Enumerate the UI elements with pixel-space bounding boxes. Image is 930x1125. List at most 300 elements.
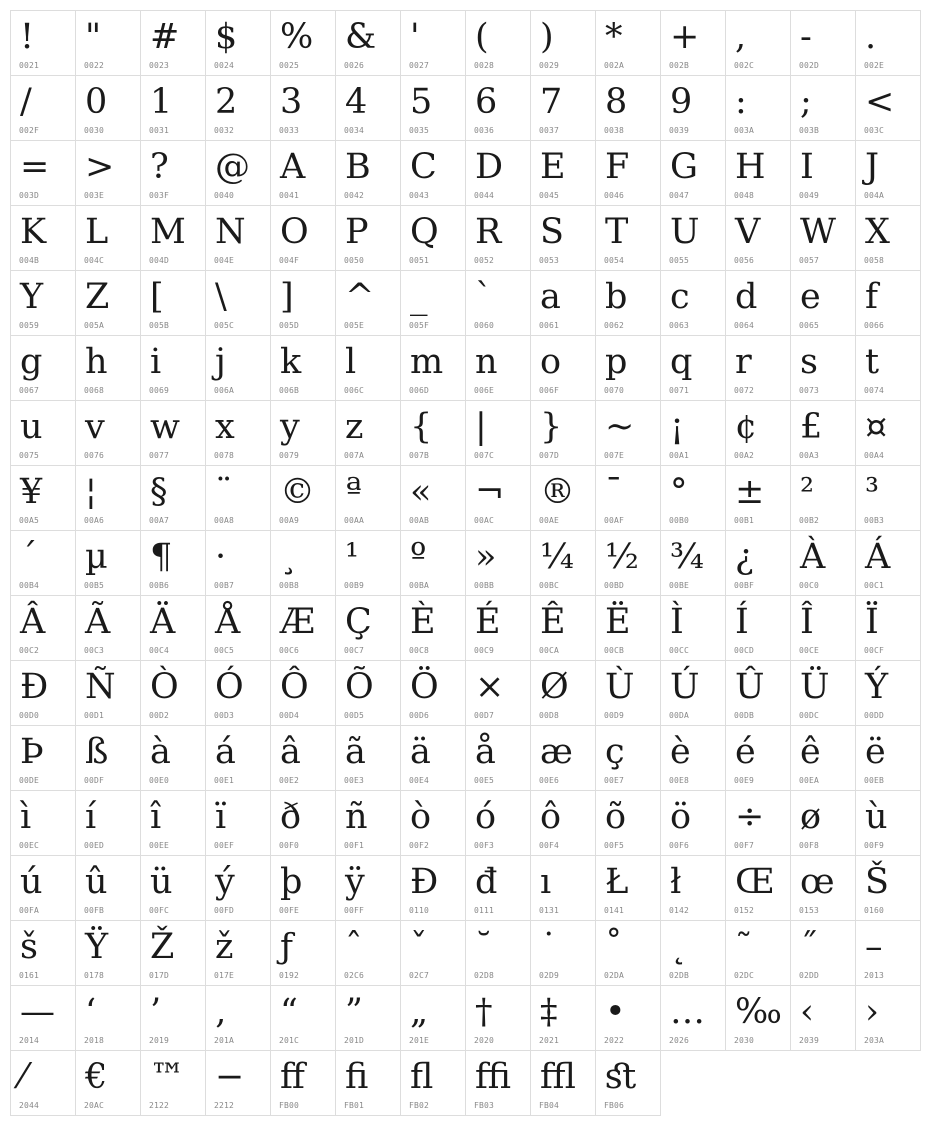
glyph-cell[interactable] — [466, 141, 531, 206]
glyph-codepoint-label: 006A — [214, 386, 235, 395]
glyph-codepoint-label: 00FC — [149, 906, 170, 915]
glyph-cell[interactable] — [531, 1051, 596, 1116]
glyph-cell[interactable] — [401, 791, 466, 856]
glyph-codepoint-label: 00B6 — [149, 581, 170, 590]
glyph-cell[interactable] — [596, 596, 661, 661]
glyph-cell[interactable] — [11, 271, 76, 336]
glyph-cell[interactable] — [856, 206, 921, 271]
glyph-cell[interactable] — [791, 466, 856, 531]
glyph-cell[interactable] — [596, 921, 661, 986]
glyph-cell[interactable] — [141, 466, 206, 531]
glyph-character: ¸ — [280, 537, 298, 577]
glyph-cell[interactable] — [336, 1051, 401, 1116]
glyph-cell[interactable] — [271, 856, 336, 921]
glyph-cell[interactable] — [271, 531, 336, 596]
glyph-character: d — [735, 277, 758, 317]
glyph-cell[interactable] — [76, 1051, 141, 1116]
glyph-cell[interactable] — [856, 11, 921, 76]
glyph-cell[interactable] — [726, 76, 791, 141]
glyph-cell[interactable] — [11, 466, 76, 531]
glyph-cell[interactable] — [661, 141, 726, 206]
glyph-cell[interactable] — [466, 726, 531, 791]
glyph-cell[interactable] — [401, 401, 466, 466]
glyph-cell[interactable] — [596, 401, 661, 466]
glyph-character: × — [475, 667, 505, 707]
glyph-cell[interactable] — [401, 856, 466, 921]
glyph-character: ; — [800, 82, 812, 122]
glyph-cell[interactable] — [466, 336, 531, 401]
glyph-cell[interactable] — [661, 856, 726, 921]
glyph-cell[interactable] — [661, 466, 726, 531]
glyph-cell[interactable] — [336, 11, 401, 76]
glyph-cell[interactable] — [466, 986, 531, 1051]
glyph-cell[interactable] — [141, 141, 206, 206]
glyph-cell[interactable] — [336, 596, 401, 661]
glyph-cell[interactable] — [596, 336, 661, 401]
glyph-cell[interactable] — [791, 921, 856, 986]
glyph-cell[interactable] — [531, 531, 596, 596]
glyph-cell[interactable] — [336, 206, 401, 271]
glyph-cell[interactable] — [76, 206, 141, 271]
glyph-cell[interactable] — [401, 596, 466, 661]
glyph-cell[interactable] — [141, 206, 206, 271]
glyph-cell[interactable] — [531, 466, 596, 531]
glyph-cell[interactable] — [856, 986, 921, 1051]
glyph-cell[interactable] — [336, 986, 401, 1051]
glyph-cell[interactable] — [791, 141, 856, 206]
glyph-codepoint-label: 201C — [279, 1036, 300, 1045]
glyph-cell[interactable] — [856, 76, 921, 141]
glyph-cell[interactable] — [336, 856, 401, 921]
glyph-cell[interactable] — [401, 726, 466, 791]
glyph-cell[interactable] — [76, 986, 141, 1051]
glyph-cell[interactable] — [856, 531, 921, 596]
glyph-cell[interactable] — [661, 336, 726, 401]
glyph-cell[interactable] — [661, 206, 726, 271]
glyph-codepoint-label: 00D7 — [474, 711, 495, 720]
glyph-character: Ó — [215, 667, 244, 707]
glyph-cell[interactable] — [466, 466, 531, 531]
glyph-cell[interactable] — [206, 141, 271, 206]
glyph-cell[interactable] — [336, 401, 401, 466]
glyph-cell[interactable] — [401, 141, 466, 206]
glyph-cell[interactable] — [76, 271, 141, 336]
glyph-cell[interactable] — [11, 921, 76, 986]
glyph-cell[interactable] — [11, 141, 76, 206]
glyph-cell[interactable] — [661, 726, 726, 791]
glyph-codepoint-label: 02D8 — [474, 971, 495, 980]
glyph-cell[interactable] — [336, 791, 401, 856]
glyph-cell[interactable] — [336, 336, 401, 401]
glyph-cell[interactable] — [856, 596, 921, 661]
glyph-cell[interactable] — [531, 271, 596, 336]
glyph-cell[interactable] — [661, 596, 726, 661]
glyph-codepoint-label: 0065 — [799, 321, 820, 330]
glyph-cell[interactable] — [271, 76, 336, 141]
glyph-cell[interactable] — [206, 76, 271, 141]
glyph-character: 6 — [475, 82, 498, 122]
glyph-character: l — [345, 342, 357, 382]
glyph-cell[interactable] — [271, 661, 336, 726]
glyph-character: Š — [865, 862, 889, 902]
glyph-codepoint-label: 02DD — [799, 971, 820, 980]
glyph-cell[interactable] — [856, 271, 921, 336]
glyph-cell[interactable] — [531, 726, 596, 791]
glyph-cell[interactable] — [791, 11, 856, 76]
glyph-cell[interactable] — [11, 1051, 76, 1116]
glyph-cell[interactable] — [466, 11, 531, 76]
glyph-cell[interactable] — [206, 206, 271, 271]
glyph-cell[interactable] — [76, 921, 141, 986]
glyph-cell[interactable] — [76, 661, 141, 726]
glyph-codepoint-label: 0063 — [669, 321, 690, 330]
glyph-cell[interactable] — [726, 791, 791, 856]
glyph-cell[interactable] — [401, 336, 466, 401]
glyph-cell[interactable] — [271, 401, 336, 466]
glyph-character: á — [215, 732, 236, 772]
glyph-cell[interactable] — [531, 76, 596, 141]
glyph-codepoint-label: 00E4 — [409, 776, 430, 785]
glyph-character: 9 — [670, 82, 693, 122]
glyph-cell[interactable] — [206, 466, 271, 531]
glyph-cell[interactable] — [206, 531, 271, 596]
glyph-cell[interactable] — [401, 986, 466, 1051]
glyph-cell[interactable] — [206, 271, 271, 336]
glyph-character: è — [670, 732, 691, 772]
glyph-cell[interactable] — [661, 271, 726, 336]
glyph-cell[interactable] — [11, 726, 76, 791]
glyph-cell[interactable] — [271, 921, 336, 986]
glyph-cell[interactable] — [661, 531, 726, 596]
glyph-cell[interactable] — [856, 141, 921, 206]
glyph-cell[interactable] — [401, 466, 466, 531]
glyph-cell[interactable] — [336, 661, 401, 726]
glyph-cell[interactable] — [11, 76, 76, 141]
glyph-cell[interactable] — [141, 661, 206, 726]
glyph-cell[interactable] — [726, 726, 791, 791]
glyph-cell[interactable] — [531, 206, 596, 271]
glyph-cell[interactable] — [141, 791, 206, 856]
glyph-cell[interactable] — [791, 596, 856, 661]
glyph-cell[interactable] — [856, 856, 921, 921]
glyph-cell[interactable] — [726, 986, 791, 1051]
glyph-cell[interactable] — [76, 76, 141, 141]
glyph-codepoint-label: 00F4 — [539, 841, 560, 850]
glyph-cell[interactable] — [11, 206, 76, 271]
glyph-cell[interactable] — [726, 596, 791, 661]
glyph-cell[interactable] — [11, 791, 76, 856]
glyph-codepoint-label: 00B1 — [734, 516, 755, 525]
glyph-character: ¢ — [735, 407, 758, 447]
glyph-cell[interactable] — [206, 791, 271, 856]
glyph-cell[interactable] — [271, 986, 336, 1051]
glyph-cell[interactable] — [596, 76, 661, 141]
glyph-codepoint-label: 00DB — [734, 711, 755, 720]
glyph-cell[interactable] — [466, 271, 531, 336]
glyph-cell[interactable] — [531, 11, 596, 76]
glyph-cell[interactable] — [76, 791, 141, 856]
glyph-cell[interactable] — [596, 271, 661, 336]
glyph-cell[interactable] — [141, 726, 206, 791]
glyph-cell[interactable] — [466, 401, 531, 466]
glyph-cell[interactable] — [531, 921, 596, 986]
glyph-cell[interactable] — [11, 596, 76, 661]
glyph-cell[interactable] — [401, 206, 466, 271]
glyph-cell[interactable] — [466, 206, 531, 271]
glyph-cell[interactable] — [141, 986, 206, 1051]
glyph-cell[interactable] — [856, 791, 921, 856]
glyph-cell[interactable] — [401, 11, 466, 76]
glyph-cell[interactable] — [856, 726, 921, 791]
glyph-cell[interactable] — [791, 76, 856, 141]
glyph-codepoint-label: 201E — [409, 1036, 430, 1045]
glyph-codepoint-label: 0022 — [84, 61, 105, 70]
glyph-codepoint-label: 00F5 — [604, 841, 625, 850]
glyph-cell[interactable] — [401, 1051, 466, 1116]
glyph-cell[interactable] — [791, 791, 856, 856]
glyph-cell[interactable] — [271, 271, 336, 336]
glyph-character: ¨ — [215, 472, 233, 512]
glyph-cell[interactable] — [11, 986, 76, 1051]
glyph-cell[interactable] — [791, 661, 856, 726]
glyph-cell[interactable] — [76, 401, 141, 466]
glyph-cell[interactable] — [11, 856, 76, 921]
glyph-cell[interactable] — [206, 596, 271, 661]
glyph-codepoint-label: 0070 — [604, 386, 625, 395]
glyph-codepoint-label: 02D9 — [539, 971, 560, 980]
glyph-cell[interactable] — [76, 466, 141, 531]
glyph-character: ¬ — [475, 472, 505, 512]
glyph-cell[interactable] — [141, 11, 206, 76]
glyph-cell[interactable] — [726, 206, 791, 271]
glyph-cell[interactable] — [141, 401, 206, 466]
glyph-cell[interactable] — [726, 401, 791, 466]
glyph-cell[interactable] — [466, 1051, 531, 1116]
glyph-cell[interactable] — [531, 986, 596, 1051]
glyph-cell[interactable] — [76, 336, 141, 401]
glyph-character: i — [150, 342, 162, 382]
glyph-cell[interactable] — [661, 986, 726, 1051]
glyph-cell[interactable] — [466, 661, 531, 726]
glyph-cell[interactable] — [466, 856, 531, 921]
glyph-cell[interactable] — [531, 596, 596, 661]
glyph-character: Á — [865, 537, 891, 577]
glyph-cell[interactable] — [141, 1051, 206, 1116]
glyph-cell[interactable] — [466, 791, 531, 856]
glyph-codepoint-label: 00D2 — [149, 711, 170, 720]
glyph-cell[interactable] — [596, 206, 661, 271]
glyph-cell[interactable] — [596, 11, 661, 76]
glyph-cell[interactable] — [401, 76, 466, 141]
glyph-cell[interactable] — [726, 661, 791, 726]
glyph-character: ª — [345, 472, 362, 512]
glyph-cell[interactable] — [271, 336, 336, 401]
glyph-character: $ — [215, 17, 238, 57]
glyph-cell[interactable] — [76, 726, 141, 791]
glyph-cell[interactable] — [531, 336, 596, 401]
glyph-character: ¥ — [20, 472, 43, 512]
glyph-cell[interactable] — [596, 791, 661, 856]
glyph-cell[interactable] — [791, 856, 856, 921]
glyph-cell[interactable] — [531, 401, 596, 466]
glyph-cell[interactable] — [791, 531, 856, 596]
glyph-codepoint-label: 02C7 — [409, 971, 430, 980]
glyph-cell[interactable] — [271, 466, 336, 531]
glyph-character: å — [475, 732, 496, 772]
glyph-cell[interactable] — [11, 531, 76, 596]
glyph-cell[interactable] — [466, 531, 531, 596]
glyph-cell[interactable] — [141, 856, 206, 921]
glyph-cell[interactable] — [466, 76, 531, 141]
glyph-cell[interactable] — [141, 596, 206, 661]
glyph-cell[interactable] — [336, 76, 401, 141]
glyph-cell[interactable] — [11, 336, 76, 401]
glyph-cell[interactable] — [401, 531, 466, 596]
glyph-cell[interactable] — [791, 271, 856, 336]
glyph-cell[interactable] — [206, 11, 271, 76]
glyph-cell[interactable] — [206, 1051, 271, 1116]
glyph-cell[interactable] — [856, 921, 921, 986]
glyph-cell[interactable] — [206, 726, 271, 791]
glyph-cell[interactable] — [271, 726, 336, 791]
glyph-cell[interactable] — [206, 856, 271, 921]
glyph-cell[interactable] — [76, 856, 141, 921]
glyph-cell[interactable] — [336, 271, 401, 336]
glyph-cell[interactable] — [726, 466, 791, 531]
glyph-cell[interactable] — [856, 336, 921, 401]
glyph-cell[interactable] — [596, 1051, 661, 1116]
glyph-cell[interactable] — [791, 401, 856, 466]
glyph-cell[interactable] — [596, 466, 661, 531]
glyph-cell[interactable] — [661, 921, 726, 986]
glyph-character: € — [85, 1057, 108, 1097]
glyph-cell[interactable] — [791, 726, 856, 791]
glyph-cell[interactable] — [726, 11, 791, 76]
glyph-codepoint-label: 003E — [84, 191, 105, 200]
glyph-cell[interactable] — [726, 141, 791, 206]
glyph-cell[interactable] — [401, 921, 466, 986]
glyph-cell[interactable] — [141, 336, 206, 401]
glyph-cell[interactable] — [76, 11, 141, 76]
glyph-cell[interactable] — [791, 986, 856, 1051]
glyph-cell[interactable] — [11, 661, 76, 726]
glyph-codepoint-label: 00C1 — [864, 581, 885, 590]
glyph-cell[interactable] — [661, 401, 726, 466]
glyph-cell[interactable] — [271, 206, 336, 271]
glyph-cell[interactable] — [531, 141, 596, 206]
glyph-codepoint-label: 006C — [344, 386, 365, 395]
glyph-cell[interactable] — [271, 1051, 336, 1116]
glyph-cell[interactable] — [791, 206, 856, 271]
glyph-cell[interactable] — [11, 401, 76, 466]
glyph-cell[interactable] — [596, 856, 661, 921]
glyph-cell[interactable] — [76, 531, 141, 596]
glyph-character: » — [475, 537, 497, 577]
glyph-cell[interactable] — [466, 921, 531, 986]
glyph-cell[interactable] — [206, 921, 271, 986]
glyph-cell[interactable] — [661, 791, 726, 856]
glyph-cell[interactable] — [726, 921, 791, 986]
glyph-cell[interactable] — [141, 921, 206, 986]
glyph-cell[interactable] — [791, 336, 856, 401]
glyph-cell[interactable] — [596, 661, 661, 726]
glyph-codepoint-label: 2021 — [539, 1036, 560, 1045]
glyph-cell[interactable] — [596, 986, 661, 1051]
glyph-cell[interactable] — [856, 466, 921, 531]
glyph-character: ` — [475, 277, 493, 317]
glyph-cell[interactable] — [271, 596, 336, 661]
glyph-cell[interactable] — [726, 271, 791, 336]
glyph-cell[interactable] — [76, 596, 141, 661]
glyph-character: P — [345, 212, 369, 252]
glyph-codepoint-label: 00E5 — [474, 776, 495, 785]
glyph-character: 2 — [215, 82, 238, 122]
glyph-codepoint-label: 0067 — [19, 386, 40, 395]
glyph-cell[interactable] — [11, 11, 76, 76]
glyph-cell[interactable] — [596, 141, 661, 206]
glyph-cell[interactable] — [141, 76, 206, 141]
glyph-cell[interactable] — [661, 76, 726, 141]
glyph-codepoint-label: 00A3 — [799, 451, 820, 460]
glyph-cell[interactable] — [336, 531, 401, 596]
glyph-codepoint-label: 00D3 — [214, 711, 235, 720]
glyph-cell[interactable] — [336, 141, 401, 206]
glyph-cell[interactable] — [336, 726, 401, 791]
glyph-cell[interactable] — [206, 401, 271, 466]
glyph-cell[interactable] — [141, 271, 206, 336]
glyph-cell[interactable] — [336, 466, 401, 531]
glyph-cell[interactable] — [726, 336, 791, 401]
glyph-cell[interactable] — [401, 271, 466, 336]
glyph-cell[interactable] — [76, 141, 141, 206]
glyph-cell[interactable] — [856, 661, 921, 726]
glyph-cell[interactable] — [661, 11, 726, 76]
glyph-character: É — [475, 602, 501, 642]
glyph-cell[interactable] — [271, 141, 336, 206]
glyph-cell[interactable] — [271, 791, 336, 856]
glyph-cell[interactable] — [726, 531, 791, 596]
glyph-cell[interactable] — [336, 921, 401, 986]
glyph-cell[interactable] — [401, 661, 466, 726]
glyph-cell[interactable] — [271, 11, 336, 76]
glyph-character: n — [475, 342, 498, 382]
glyph-character: ‹ — [800, 992, 814, 1032]
glyph-character: Z — [85, 277, 110, 317]
glyph-codepoint-label: 0042 — [344, 191, 365, 200]
glyph-cell[interactable] — [856, 401, 921, 466]
glyph-cell[interactable] — [531, 791, 596, 856]
glyph-codepoint-label: 0027 — [409, 61, 430, 70]
glyph-character: , — [735, 17, 747, 57]
glyph-cell[interactable] — [726, 856, 791, 921]
glyph-cell[interactable] — [206, 986, 271, 1051]
glyph-character: J — [865, 147, 880, 187]
glyph-cell[interactable] — [661, 661, 726, 726]
glyph-cell[interactable] — [531, 661, 596, 726]
glyph-character: Y — [20, 277, 44, 317]
glyph-character: Ú — [670, 667, 700, 707]
glyph-cell[interactable] — [466, 596, 531, 661]
glyph-cell[interactable] — [206, 661, 271, 726]
glyph-cell[interactable] — [531, 856, 596, 921]
glyph-cell[interactable] — [206, 336, 271, 401]
glyph-character: K — [20, 212, 47, 252]
glyph-cell[interactable] — [596, 726, 661, 791]
glyph-character: s — [800, 342, 818, 382]
glyph-cell[interactable] — [596, 531, 661, 596]
glyph-cell[interactable] — [141, 531, 206, 596]
glyph-character: Ô — [280, 667, 309, 707]
